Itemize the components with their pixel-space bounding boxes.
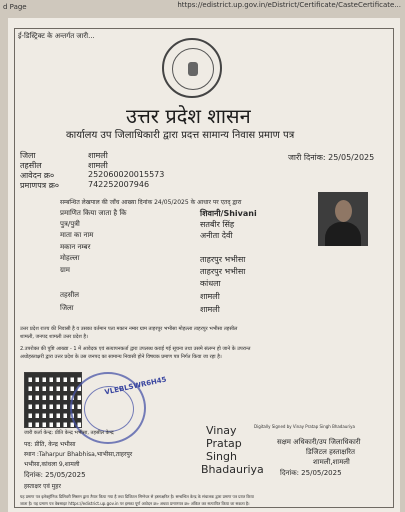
issue-date: जारी दिनांक: 25/05/2025 [288,153,375,162]
intro-line: सम्बन्धित लेखपाल की जाँच आख्या दिनांक 24/05/2025 के आधार पर एतद् द्वारा [60,199,242,206]
mother-label: माता का नाम [60,231,94,239]
signer-name-3: Singh [206,450,237,463]
signer-name-2: Pratap [206,437,242,450]
photo-body [325,222,361,246]
right-sig-3: शामली,शामली [313,458,350,466]
certify-label: प्रमाणित किया जाता है कि [60,209,127,217]
para-2b: अधोहस्ताक्षरी द्वारा उत्तर प्रदेश के उस जनपद का सामान्य निवासी होने विषयक प्रमाण पत्र निर्गत किया जा रहा है। [20,354,222,360]
app-label: आवेदन क्र० [20,171,55,180]
footer-line-2: जाता है। यह प्रमाण पत्र वेबसाइट https://edistrict.up.gov.in पर इसका पूर्ण आवेदन क्र० अथवा प्रमाणपत्र क्र० अंकित कर सत्यापित किया जा सकता है। [20,501,250,506]
village-value: ताहरपुर भभीसा [200,267,246,276]
mohalla-value: ताहरपुर भभीसा [200,255,246,264]
left-sig-2: पद: प्रीति, केन्द्र भभीसा [24,441,76,448]
district-label: जिला [20,151,36,160]
form-label: ई-डिस्ट्रिक्ट के अन्तर्गत जारी... [18,32,95,40]
doc-title: उत्तर प्रदेश शासन [126,104,251,128]
browser-header [0,0,405,14]
tehsil2-value: शामली [200,292,220,301]
applicant-photo [318,192,368,246]
block-value: कांधला [200,279,221,288]
signer-name-1: Vinay [206,424,237,437]
mother-value: अनीता देवी [200,231,233,240]
footer-line-1: यह प्रमाण पत्र इलेक्ट्रॉनिक डिलिवरी सिस्टम द्वारा तैयार किया गया है तथा डिजिटल सिग्नेचर से हस्ताक्षरित है। सम्बन्धित केन्द्र के संचालक द्वारा प्रमाण पत्र प्राप्त किया [20,494,254,499]
left-sig-6: हस्ताक्षर एवं मुहर [24,483,61,490]
district-value: शामली [88,151,108,160]
app-value: 252060020015573 [88,170,165,179]
doc-subtitle: कार्यालय उप जिलाधिकारी द्वारा प्रदत्त सामान्य निवास प्रमाण पत्र [66,130,295,141]
village-label: ग्राम [60,266,70,274]
para-1b: शामली, जनपद शामली उत्तर प्रदेश है। [20,334,88,340]
father-value: सतबीर सिंह [200,220,235,229]
para-1: उत्तर प्रदेश राज्य की निवासी है व उसका वर्तमान पता मकान नम्बर ग्राम ताहरपुर भभीसा मोहल्ला ताहरपुर भभीसा तहसील [20,326,238,332]
tehsil-value: शामली [88,161,108,170]
stamp-text: VLEBLSWR6H45 [103,375,168,397]
tehsil-label: तहसील [20,161,42,170]
signer-name-4: Bhadauriya [201,463,264,476]
digital-signature-note: Digitally Signed by Vinay Pratap Singh Bhadauriya [254,424,355,429]
cert-label: प्रमाणपत्र क्र० [20,181,59,190]
house-label: मकान नम्बर [60,243,91,251]
district2-value: शामली [200,305,220,314]
para-2: 2.उपरोक्त की पुष्टि आख्या - 1 में आवेदक एवं सत्यापनकर्ता द्वारा उपलब्ध कराई गई सूचना तथा उसमे संलग्न हो जाने के उपरान्त [20,346,251,352]
state-emblem-icon [162,38,222,98]
photo-face [335,200,352,222]
left-sig-3: स्थान :Taharpur Bhabhisa,भाभीसा,ताहरपुर [24,451,133,458]
left-sig-1: जारी कर्ता केन्द्र: प्रीति केन्द्र भभीसा, तहसील केन्द्र [24,430,114,436]
tehsil2-label: तहसील [60,291,79,299]
left-sig-date: दिनांक: 25/05/2025 [24,471,86,479]
page-label: d Page [3,3,27,11]
emblem-center [188,62,198,76]
right-sig-date: दिनांक: 25/05/2025 [280,469,342,477]
cert-value: 742252007946 [88,180,150,189]
mohalla-label: मोहल्ला [60,254,80,262]
father-label: पुत्र/पुत्री [60,220,80,228]
name-value: शिवानी/Shivani [200,209,257,218]
url-text[interactable]: https://edistrict.up.gov.in/eDistrict/Certificate/CasteCertificate... [177,1,401,9]
right-sig-1: सक्षम अधिकारी/उप जिलाधिकारी [277,438,361,446]
left-sig-4: भभीसा,कांधला 9,शामली [24,461,80,468]
right-sig-2: डिजिटल हस्ताक्षरित [306,448,355,456]
district2-label: जिला [60,304,74,312]
